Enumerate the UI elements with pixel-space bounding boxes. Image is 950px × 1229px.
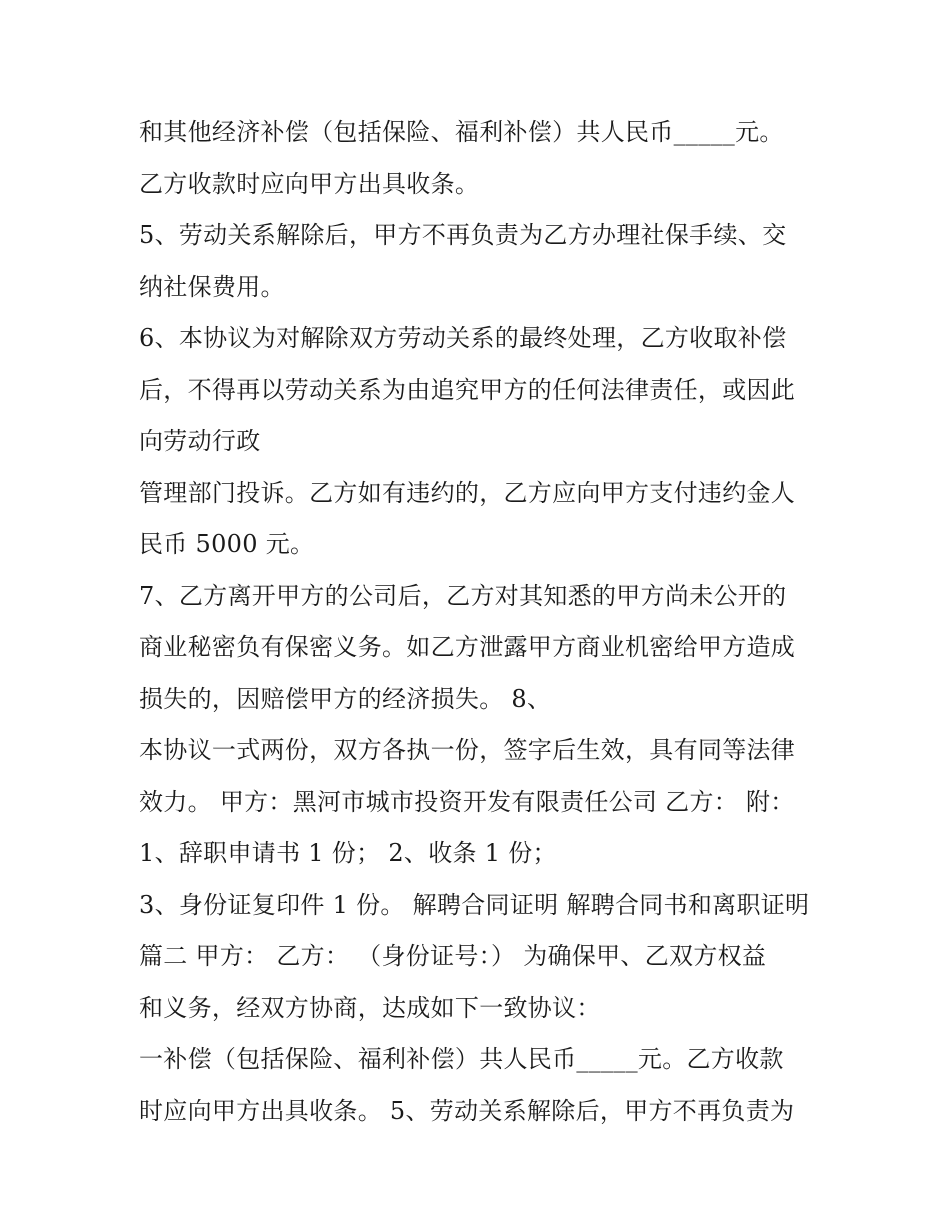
document-body: [139, 107, 829, 1137]
text-line: 6、本协议为对解除双方劳动关系的最终处理，乙方收取补偿: [139, 324, 787, 352]
text-line: 7、乙方离开甲方的公司后，乙方对其知悉的甲方尚未公开的: [139, 581, 787, 610]
text-line: 本协议一式两份，双方各执一份，签字后生效，具有同等法律: [139, 736, 796, 764]
text-line: 乙方收款时应向甲方出具收条。: [139, 169, 480, 198]
text-line: 效力。 甲方：黑河市城市投资开发有限责任公司 乙方： 附：: [139, 787, 795, 816]
text-line: 时应向甲方出具收条。 5、劳动关系解除后，甲方不再负责为: [139, 1096, 795, 1125]
text-line: 纳社保费用。: [139, 272, 285, 301]
text-line: 后，不得再以劳动关系为由追究甲方的任何法律责任，或因此: [139, 375, 796, 404]
text-line: 商业秘密负有保密义务。如乙方泄露甲方商业机密给甲方造成: [139, 633, 796, 661]
text-line: 一补偿（包括保险、福利补偿）共人民币_____元。乙方收款: [139, 1045, 784, 1073]
text-line: 民币 5000 元。: [139, 530, 315, 558]
text-line: 和义务，经双方协商，达成如下一致协议：: [139, 993, 601, 1022]
text-line: 3、身份证复印件 1 份。 解聘合同证明 解聘合同书和离职证明: [139, 890, 810, 919]
text-line: 和其他经济补偿（包括保险、福利补偿）共人民币_____元。: [139, 118, 784, 146]
text-line: 损失的，因赔偿甲方的经济损失。 8、: [139, 684, 552, 713]
text-line: 管理部门投诉。乙方如有违约的，乙方应向甲方支付违约金人: [139, 478, 796, 507]
text-line: 篇二 甲方： 乙方： （身份证号：） 为确保甲、乙双方权益: [139, 942, 767, 970]
text-line: 1、辞职申请书 1 份； 2、收条 1 份；: [139, 839, 557, 867]
text-line: 5、劳动关系解除后，甲方不再负责为乙方办理社保手续、交: [139, 221, 787, 249]
text-line: 向劳动行政: [139, 427, 261, 455]
